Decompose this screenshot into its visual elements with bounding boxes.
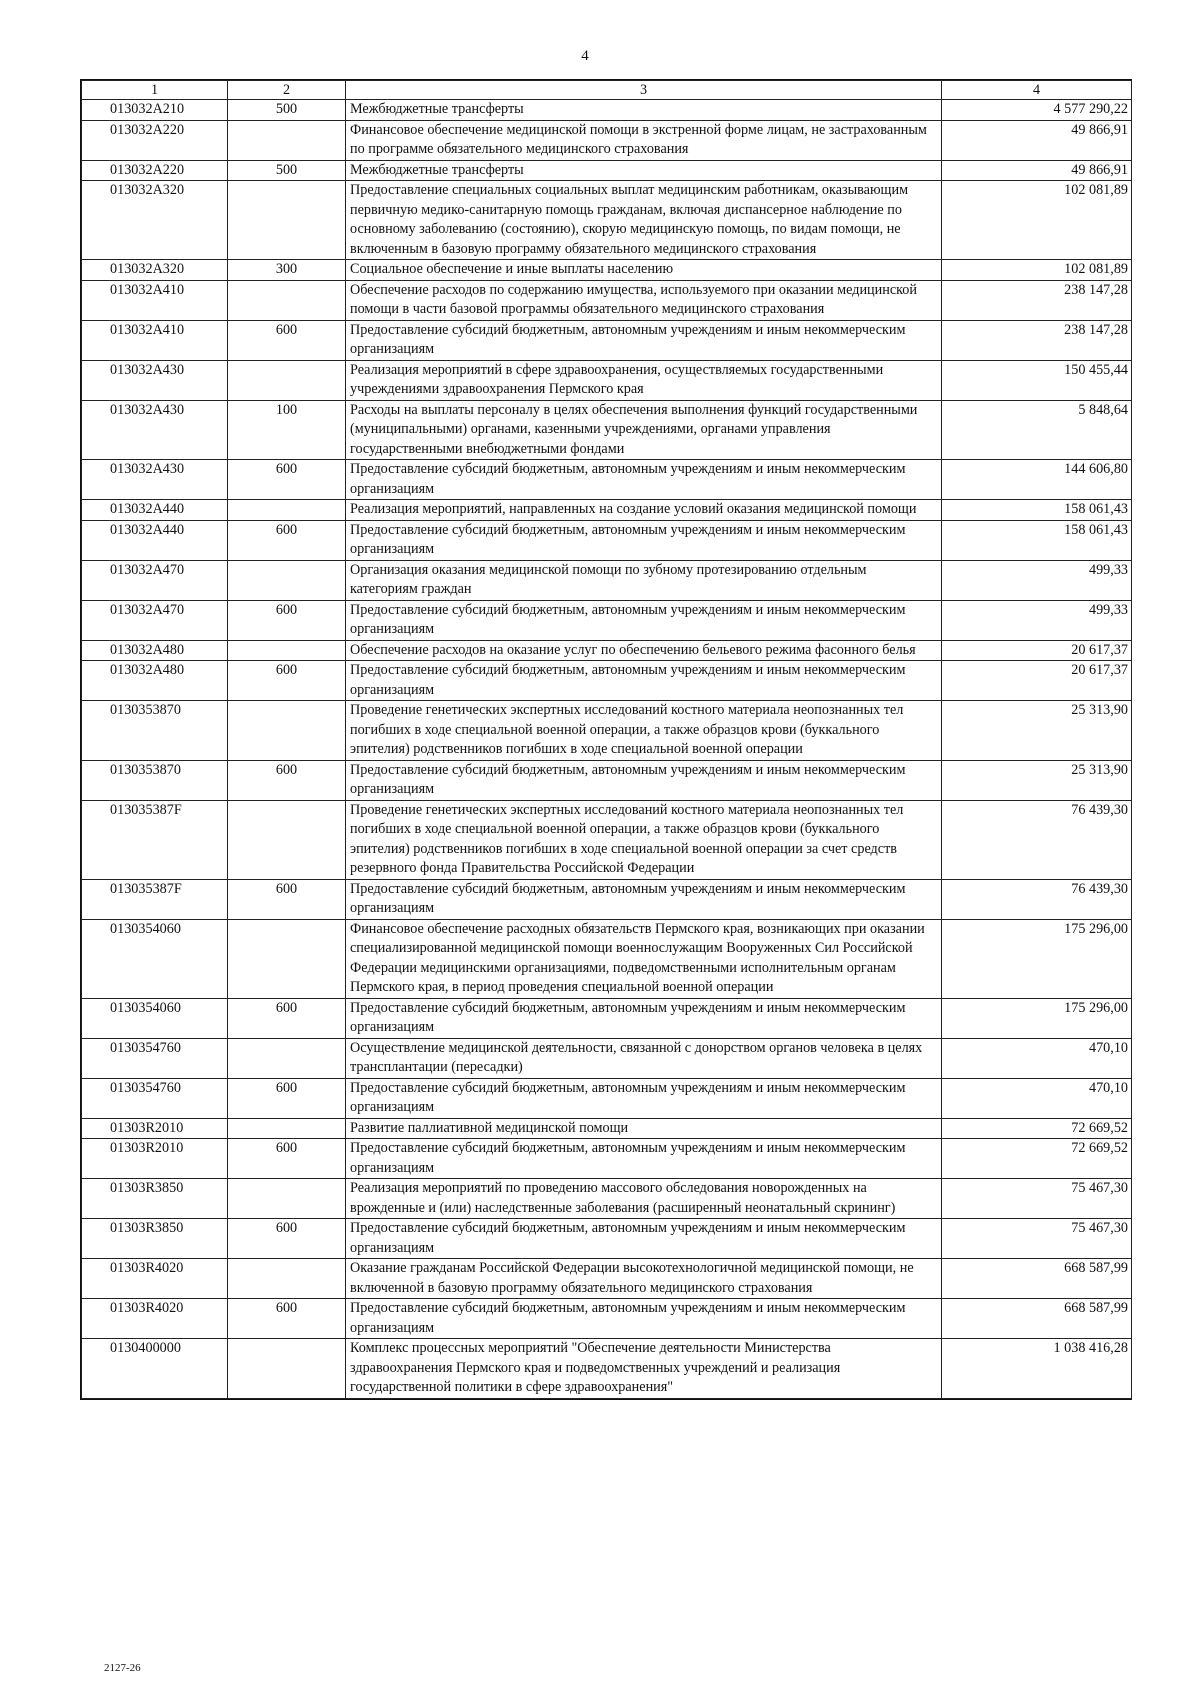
row-code-cell: 01303R3850 bbox=[82, 1219, 228, 1259]
table-row bbox=[82, 640, 1132, 661]
row-type-cell bbox=[228, 500, 346, 521]
row-amount-cell: 49 866,91 bbox=[942, 120, 1132, 160]
row-name-cell: Предоставление субсидий бюджетным, автономным учреждениям и иным некоммерческим организациям bbox=[346, 1219, 942, 1259]
table-row bbox=[82, 1299, 1132, 1339]
row-amount-cell: 49 866,91 bbox=[942, 160, 1132, 181]
row-type-cell: 600 bbox=[228, 1299, 346, 1339]
row-amount-cell: 76 439,30 bbox=[942, 879, 1132, 919]
table-row bbox=[82, 400, 1132, 460]
row-name-cell: Предоставление субсидий бюджетным, автономным учреждениям и иным некоммерческим организациям bbox=[346, 998, 942, 1038]
row-type-cell: 600 bbox=[228, 600, 346, 640]
row-name-cell: Комплекс процессных мероприятий "Обеспечение деятельности Министерства здравоохранения Пермского края и подведомственных учреждений и реализация государственной политики в сфере здравоохранения" bbox=[346, 1339, 942, 1399]
row-code-cell: 013032A470 bbox=[82, 600, 228, 640]
table-row bbox=[82, 460, 1132, 500]
table-row bbox=[82, 1259, 1132, 1299]
table-body bbox=[82, 100, 1132, 1399]
row-type-cell bbox=[228, 1339, 346, 1399]
row-amount-cell: 72 669,52 bbox=[942, 1139, 1132, 1179]
row-code-cell: 013032A220 bbox=[82, 120, 228, 160]
row-name-cell: Предоставление субсидий бюджетным, автономным учреждениям и иным некоммерческим организациям bbox=[346, 600, 942, 640]
row-name-cell: Предоставление субсидий бюджетным, автономным учреждениям и иным некоммерческим организациям bbox=[346, 1139, 942, 1179]
row-type-cell: 600 bbox=[228, 760, 346, 800]
row-type-cell bbox=[228, 701, 346, 761]
table-row bbox=[82, 701, 1132, 761]
column-header: 4 bbox=[942, 81, 1132, 100]
table-row bbox=[82, 120, 1132, 160]
table-row bbox=[82, 760, 1132, 800]
row-name-cell: Предоставление субсидий бюджетным, автономным учреждениям и иным некоммерческим организациям bbox=[346, 320, 942, 360]
row-amount-cell: 102 081,89 bbox=[942, 260, 1132, 281]
row-code-cell: 013032A440 bbox=[82, 520, 228, 560]
column-header: 1 bbox=[82, 81, 228, 100]
table-row bbox=[82, 1078, 1132, 1118]
row-amount-cell: 75 467,30 bbox=[942, 1179, 1132, 1219]
row-type-cell bbox=[228, 1118, 346, 1139]
row-code-cell: 013032A320 bbox=[82, 181, 228, 260]
row-type-cell: 600 bbox=[228, 998, 346, 1038]
row-amount-cell: 238 147,28 bbox=[942, 320, 1132, 360]
row-type-cell bbox=[228, 1179, 346, 1219]
row-type-cell bbox=[228, 1038, 346, 1078]
row-type-cell: 600 bbox=[228, 879, 346, 919]
table-header-row bbox=[82, 81, 1132, 100]
row-code-cell: 01303R4020 bbox=[82, 1259, 228, 1299]
row-code-cell: 013032A440 bbox=[82, 500, 228, 521]
row-type-cell: 600 bbox=[228, 460, 346, 500]
row-amount-cell: 238 147,28 bbox=[942, 280, 1132, 320]
row-name-cell: Расходы на выплаты персоналу в целях обеспечения выполнения функций государственными (муниципальными) органами, казенными учреждениями, органами управления государственными внебюджетными фондами bbox=[346, 400, 942, 460]
row-type-cell: 100 bbox=[228, 400, 346, 460]
table-row bbox=[82, 320, 1132, 360]
table-row bbox=[82, 1179, 1132, 1219]
row-amount-cell: 668 587,99 bbox=[942, 1299, 1132, 1339]
row-type-cell bbox=[228, 120, 346, 160]
row-name-cell: Проведение генетических экспертных исследований костного материала неопознанных тел погибших в ходе специальной военной операции, а также образцов крови (буккального эпителия) родственников погибших в ходе специальной военной операции bbox=[346, 701, 942, 761]
row-code-cell: 013032A430 bbox=[82, 400, 228, 460]
row-code-cell: 013032A430 bbox=[82, 460, 228, 500]
row-name-cell: Финансовое обеспечение медицинской помощи в экстренной форме лицам, не застрахованным по программе обязательного медицинского страхования bbox=[346, 120, 942, 160]
row-code-cell: 013032A470 bbox=[82, 560, 228, 600]
row-amount-cell: 668 587,99 bbox=[942, 1259, 1132, 1299]
row-name-cell: Предоставление субсидий бюджетным, автономным учреждениям и иным некоммерческим организациям bbox=[346, 1299, 942, 1339]
row-name-cell: Предоставление специальных социальных выплат медицинским работникам, оказывающим первичную медико-санитарную помощь гражданам, включая диспансерное наблюдение по основному заболеванию (состоянию), скорую медицинскую помощь, по видам помощи, не включенным в базовую программу обязательного медицинского страхования bbox=[346, 181, 942, 260]
row-code-cell: 013032A220 bbox=[82, 160, 228, 181]
row-amount-cell: 72 669,52 bbox=[942, 1118, 1132, 1139]
row-code-cell: 01303R2010 bbox=[82, 1139, 228, 1179]
row-code-cell: 01303R4020 bbox=[82, 1299, 228, 1339]
row-name-cell: Реализация мероприятий в сфере здравоохранения, осуществляемых государственными учреждениями здравоохранения Пермского края bbox=[346, 360, 942, 400]
column-header: 2 bbox=[228, 81, 346, 100]
row-code-cell: 013032A320 bbox=[82, 260, 228, 281]
budget-table bbox=[80, 79, 1132, 1400]
row-type-cell: 500 bbox=[228, 100, 346, 121]
row-type-cell: 600 bbox=[228, 1219, 346, 1259]
row-code-cell: 0130353870 bbox=[82, 701, 228, 761]
row-amount-cell: 1 038 416,28 bbox=[942, 1339, 1132, 1399]
table-row bbox=[82, 600, 1132, 640]
row-code-cell: 0130354060 bbox=[82, 919, 228, 998]
table-row bbox=[82, 800, 1132, 879]
table-row bbox=[82, 1219, 1132, 1259]
table-row bbox=[82, 160, 1132, 181]
table-row bbox=[82, 1339, 1132, 1399]
row-type-cell bbox=[228, 560, 346, 600]
row-name-cell: Предоставление субсидий бюджетным, автономным учреждениям и иным некоммерческим организациям bbox=[346, 1078, 942, 1118]
table-row bbox=[82, 661, 1132, 701]
row-type-cell bbox=[228, 280, 346, 320]
row-code-cell: 013032A430 bbox=[82, 360, 228, 400]
row-amount-cell: 499,33 bbox=[942, 600, 1132, 640]
row-name-cell: Межбюджетные трансферты bbox=[346, 160, 942, 181]
table-row bbox=[82, 1038, 1132, 1078]
row-name-cell: Реализация мероприятий по проведению массового обследования новорожденных на врожденные и (или) наследственные заболевания (расширенный неонатальный скрининг) bbox=[346, 1179, 942, 1219]
row-type-cell: 600 bbox=[228, 320, 346, 360]
table-row bbox=[82, 919, 1132, 998]
row-amount-cell: 175 296,00 bbox=[942, 919, 1132, 998]
row-type-cell bbox=[228, 800, 346, 879]
row-name-cell: Межбюджетные трансферты bbox=[346, 100, 942, 121]
table-row bbox=[82, 998, 1132, 1038]
table-row bbox=[82, 500, 1132, 521]
row-type-cell bbox=[228, 181, 346, 260]
row-code-cell: 0130354760 bbox=[82, 1078, 228, 1118]
row-name-cell: Осуществление медицинской деятельности, связанной с донорством органов человека в целях трансплантации (пересадки) bbox=[346, 1038, 942, 1078]
row-code-cell: 013035387F bbox=[82, 879, 228, 919]
table-row bbox=[82, 181, 1132, 260]
row-name-cell: Предоставление субсидий бюджетным, автономным учреждениям и иным некоммерческим организациям bbox=[346, 879, 942, 919]
row-type-cell: 500 bbox=[228, 160, 346, 181]
row-amount-cell: 20 617,37 bbox=[942, 640, 1132, 661]
row-amount-cell: 144 606,80 bbox=[942, 460, 1132, 500]
row-name-cell: Обеспечение расходов на оказание услуг по обеспечению бельевого режима фасонного белья bbox=[346, 640, 942, 661]
row-amount-cell: 75 467,30 bbox=[942, 1219, 1132, 1259]
column-header: 3 bbox=[346, 81, 942, 100]
row-name-cell: Организация оказания медицинской помощи по зубному протезированию отдельным категориям граждан bbox=[346, 560, 942, 600]
row-amount-cell: 5 848,64 bbox=[942, 400, 1132, 460]
row-name-cell: Предоставление субсидий бюджетным, автономным учреждениям и иным некоммерческим организациям bbox=[346, 661, 942, 701]
row-code-cell: 013035387F bbox=[82, 800, 228, 879]
row-code-cell: 0130353870 bbox=[82, 760, 228, 800]
row-amount-cell: 20 617,37 bbox=[942, 661, 1132, 701]
row-code-cell: 0130354760 bbox=[82, 1038, 228, 1078]
row-type-cell: 600 bbox=[228, 1139, 346, 1179]
row-amount-cell: 175 296,00 bbox=[942, 998, 1132, 1038]
table-row bbox=[82, 280, 1132, 320]
row-type-cell bbox=[228, 1259, 346, 1299]
row-amount-cell: 4 577 290,22 bbox=[942, 100, 1132, 121]
row-type-cell: 300 bbox=[228, 260, 346, 281]
row-type-cell bbox=[228, 919, 346, 998]
table-row bbox=[82, 560, 1132, 600]
row-code-cell: 013032A480 bbox=[82, 661, 228, 701]
row-amount-cell: 470,10 bbox=[942, 1078, 1132, 1118]
row-amount-cell: 102 081,89 bbox=[942, 181, 1132, 260]
row-name-cell: Социальное обеспечение и иные выплаты населению bbox=[346, 260, 942, 281]
row-code-cell: 013032A410 bbox=[82, 280, 228, 320]
row-amount-cell: 25 313,90 bbox=[942, 760, 1132, 800]
row-amount-cell: 158 061,43 bbox=[942, 520, 1132, 560]
row-name-cell: Предоставление субсидий бюджетным, автономным учреждениям и иным некоммерческим организациям bbox=[346, 760, 942, 800]
table-row bbox=[82, 100, 1132, 121]
row-code-cell: 01303R2010 bbox=[82, 1118, 228, 1139]
row-type-cell: 600 bbox=[228, 520, 346, 560]
row-amount-cell: 499,33 bbox=[942, 560, 1132, 600]
row-code-cell: 0130354060 bbox=[82, 998, 228, 1038]
row-amount-cell: 158 061,43 bbox=[942, 500, 1132, 521]
row-code-cell: 013032A410 bbox=[82, 320, 228, 360]
row-name-cell: Оказание гражданам Российской Федерации высокотехнологичной медицинской помощи, не включенной в базовую программу обязательного медицинского страхования bbox=[346, 1259, 942, 1299]
row-name-cell: Обеспечение расходов по содержанию имущества, используемого при оказании медицинской помощи в части базовой программы обязательного медицинского страхования bbox=[346, 280, 942, 320]
row-name-cell: Предоставление субсидий бюджетным, автономным учреждениям и иным некоммерческим организациям bbox=[346, 520, 942, 560]
row-code-cell: 013032A480 bbox=[82, 640, 228, 661]
row-type-cell: 600 bbox=[228, 661, 346, 701]
table-row bbox=[82, 1118, 1132, 1139]
table-row bbox=[82, 879, 1132, 919]
row-amount-cell: 76 439,30 bbox=[942, 800, 1132, 879]
row-amount-cell: 150 455,44 bbox=[942, 360, 1132, 400]
table-row bbox=[82, 1139, 1132, 1179]
row-code-cell: 01303R3850 bbox=[82, 1179, 228, 1219]
row-code-cell: 0130400000 bbox=[82, 1339, 228, 1399]
page-number: 4 bbox=[581, 48, 589, 64]
row-name-cell: Реализация мероприятий, направленных на создание условий оказания медицинской помощи bbox=[346, 500, 942, 521]
footer-code: 2127-26 bbox=[104, 1662, 141, 1674]
table-row bbox=[82, 260, 1132, 281]
table-row bbox=[82, 520, 1132, 560]
row-name-cell: Развитие паллиативной медицинской помощи bbox=[346, 1118, 942, 1139]
row-name-cell: Предоставление субсидий бюджетным, автономным учреждениям и иным некоммерческим организациям bbox=[346, 460, 942, 500]
row-name-cell: Проведение генетических экспертных исследований костного материала неопознанных тел погибших в ходе специальной военной операции, а также образцов крови (буккального эпителия) родственников погибших в ходе специальной военной операции за счет средств резервного фонда Правительства Российской Федерации bbox=[346, 800, 942, 879]
row-type-cell: 600 bbox=[228, 1078, 346, 1118]
table-row bbox=[82, 360, 1132, 400]
row-type-cell bbox=[228, 640, 346, 661]
row-type-cell bbox=[228, 360, 346, 400]
row-amount-cell: 470,10 bbox=[942, 1038, 1132, 1078]
row-code-cell: 013032A210 bbox=[82, 100, 228, 121]
row-name-cell: Финансовое обеспечение расходных обязательств Пермского края, возникающих при оказании специализированной медицинской помощи военнослужащим Вооруженных Сил Российской Федерации медицинскими организациями, подведомственными исполнительным органам Пермского края, в период проведения специальной военной операции bbox=[346, 919, 942, 998]
row-amount-cell: 25 313,90 bbox=[942, 701, 1132, 761]
